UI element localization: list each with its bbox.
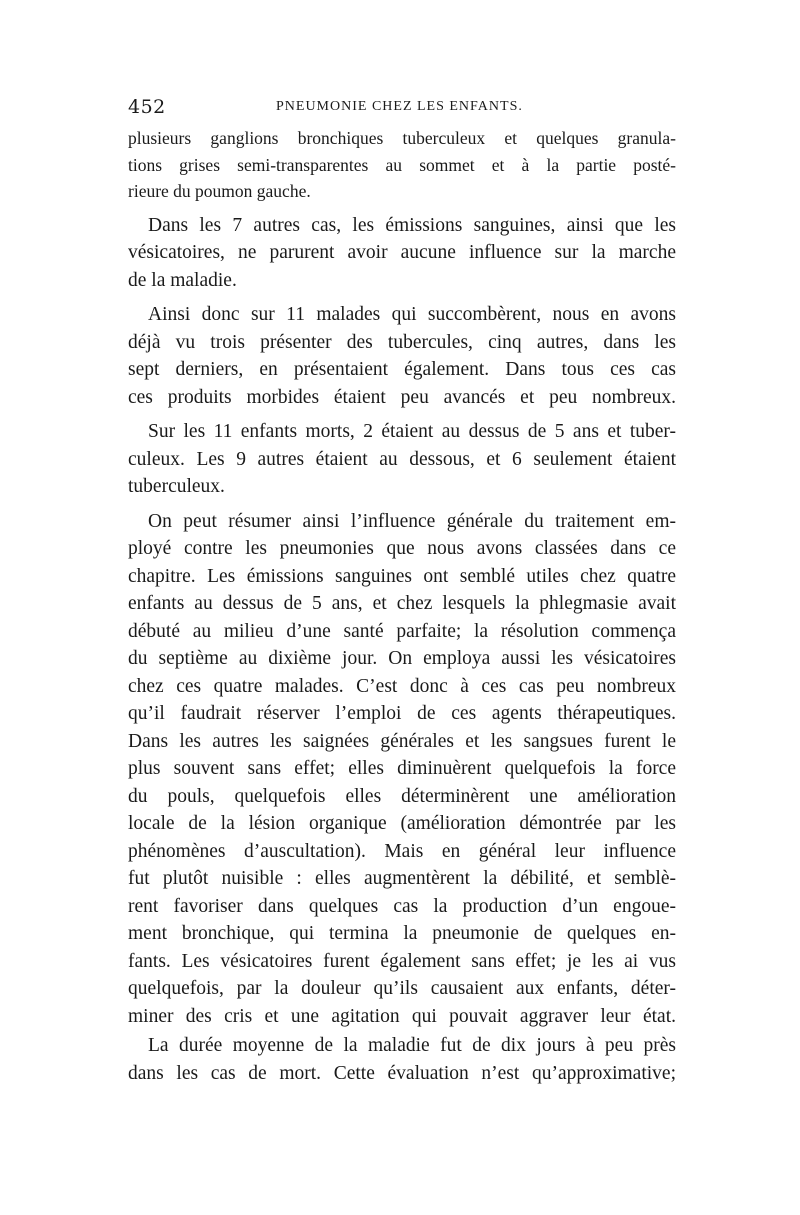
text-line: ces produits morbides étaient peu avancés et peu nombreux. bbox=[128, 386, 676, 408]
text-line: ployé contre les pneumonies que nous avons classées dans ce bbox=[128, 538, 676, 559]
text-line: dans les cas de mort. Cette évaluation n’est qu’approximative; bbox=[128, 1062, 676, 1084]
text-line: fants. Les vésicatoires furent également sans effet; je les ai vus bbox=[128, 950, 676, 972]
paragraph bbox=[128, 212, 676, 295]
text-line: plus souvent sans effet; elles diminuèrent quelquefois la force bbox=[128, 758, 676, 779]
text-line: rent favoriser dans quelques cas la production d’un engoue- bbox=[128, 895, 676, 917]
text-line: enfants au dessus de 5 ans, et chez lesquels la phlegmasie avait bbox=[128, 593, 676, 614]
text-line: qu’il faudrait réserver l’emploi de ces agents thérapeutiques. bbox=[128, 703, 676, 724]
body-text bbox=[128, 125, 676, 1094]
text-line: débuté au milieu d’une santé parfaite; la résolution commença bbox=[128, 620, 676, 642]
paragraph bbox=[128, 508, 676, 1031]
text-line: locale de la lésion organique (amélioration démontrée par les bbox=[128, 813, 676, 834]
text-line: miner des cris et une agitation qui pouvait aggraver leur état. bbox=[128, 1005, 676, 1027]
text-line: de la maladie. bbox=[128, 269, 237, 291]
text-line: du pouls, quelquefois elles déterminèrent une amélioration bbox=[128, 785, 676, 807]
text-line: déjà vu trois présenter des tubercules, cinq autres, dans les bbox=[128, 331, 676, 353]
text-line: La durée moyenne de la maladie fut de dix jours à peu près bbox=[148, 1035, 676, 1056]
text-line: sept derniers, en présentaient également. Dans tous ces cas bbox=[128, 359, 676, 380]
paragraph-continued bbox=[128, 125, 676, 205]
text-line: rieure du poumon gauche. bbox=[128, 181, 311, 201]
text-line: du septième au dixième jour. On employa aussi les vésicatoires bbox=[128, 648, 676, 669]
text-line: Dans les autres les saignées générales et les sangsues furent le bbox=[128, 730, 676, 752]
text-line: ment bronchique, qui termina la pneumonie de quelques en- bbox=[128, 923, 676, 944]
text-line: fut plutôt nuisible : elles augmentèrent la débilité, et semblè- bbox=[128, 868, 676, 889]
page-number: 452 bbox=[128, 96, 166, 118]
text-line: chapitre. Les émissions sanguines ont semblé utiles chez quatre bbox=[128, 565, 676, 587]
text-line: phénomènes d’auscultation). Mais en général leur influence bbox=[128, 840, 676, 862]
text-line: tions grises semi-transparentes au sommet et à la partie posté- bbox=[128, 154, 676, 175]
text-line: Sur les 11 enfants morts, 2 étaient au dessus de 5 ans et tuber- bbox=[148, 421, 676, 442]
running-head: PNEUMONIE CHEZ LES ENFANTS. bbox=[276, 99, 523, 114]
text-line: quelquefois, par la douleur qu’ils causaient aux enfants, déter- bbox=[128, 978, 676, 999]
text-line: chez ces quatre malades. C’est donc à ces cas peu nombreux bbox=[128, 675, 676, 697]
text-line: vésicatoires, ne parurent avoir aucune influence sur la marche bbox=[128, 242, 676, 263]
text-line: Ainsi donc sur 11 malades qui succombèrent, nous en avons bbox=[148, 304, 676, 325]
text-line: Dans les 7 autres cas, les émissions sanguines, ainsi que les bbox=[148, 214, 676, 236]
text-line: tuberculeux. bbox=[128, 476, 225, 497]
text-line: On peut résumer ainsi l’influence générale du traitement em- bbox=[148, 510, 676, 532]
paragraph bbox=[128, 301, 676, 411]
text-line: plusieurs ganglions bronchiques tuberculeux et quelques granula- bbox=[128, 128, 676, 148]
text-line: culeux. Les 9 autres étaient au dessous, et 6 seulement étaient bbox=[128, 448, 676, 470]
page-header bbox=[128, 96, 688, 120]
paragraph bbox=[128, 1032, 676, 1087]
paragraph bbox=[128, 418, 676, 501]
